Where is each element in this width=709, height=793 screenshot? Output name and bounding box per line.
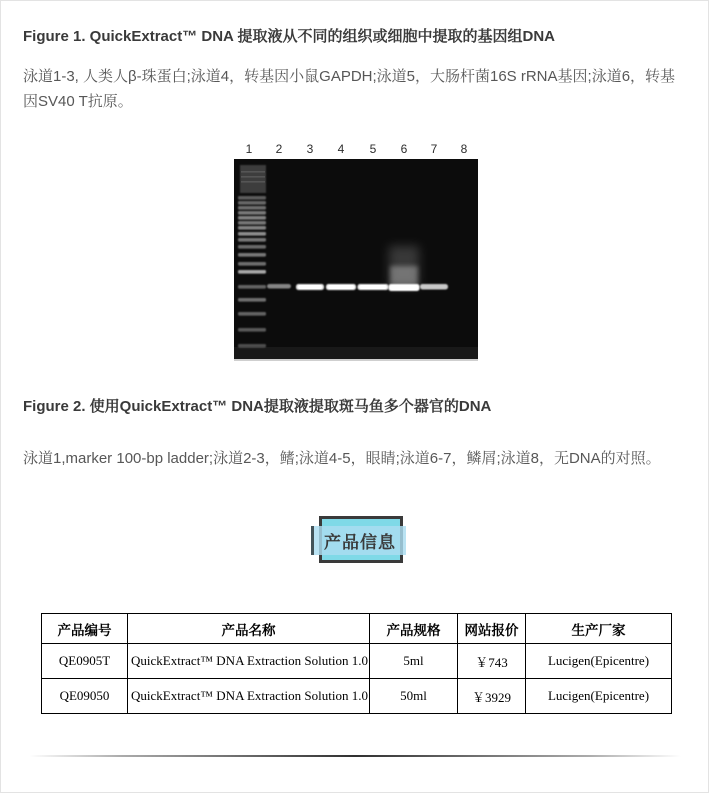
gel-lane-labels [234, 142, 478, 157]
gel-lane-number: 7 [430, 142, 438, 156]
figure1-gel-image [234, 159, 478, 361]
table-row [42, 644, 672, 679]
gel-lane-number: 8 [460, 142, 468, 156]
table-cell: QE09050 [42, 679, 128, 714]
gel-lane-number: 1 [245, 142, 253, 156]
table-row [42, 679, 672, 714]
gel-lane-number: 2 [275, 142, 283, 156]
gel-lane-number: 3 [306, 142, 314, 156]
product-table-container [41, 613, 671, 714]
table-cell: 5ml [370, 644, 458, 679]
product-table [41, 613, 672, 714]
table-header-cell: 生产厂家 [526, 614, 672, 644]
product-info-button-face [311, 526, 406, 555]
table-cell: Lucigen(Epicentre) [526, 644, 672, 679]
table-cell: ￥3929 [458, 679, 526, 714]
product-info-button-label: 产品信息 [324, 533, 396, 552]
figure1-title: Figure 1. QuickExtract™ DNA 提取液从不同的组织或细胞中提取的基因组DNA [23, 28, 555, 45]
table-header-cell: 产品规格 [370, 614, 458, 644]
figure2-caption: 泳道1,marker 100-bp ladder;泳道2-3，鳍;泳道4-5，眼睛;泳道6-7，鳞屑;泳道8，无DNA的对照。 [23, 450, 661, 467]
gel-lane-number: 5 [369, 142, 377, 156]
figure2-title: Figure 2. 使用QuickExtract™ DNA提取液提取斑马鱼多个器官的DNA [23, 398, 492, 415]
table-cell: 50ml [370, 679, 458, 714]
table-header-cell: 产品编号 [42, 614, 128, 644]
figure1-caption: 泳道1-3, 人类人β-珠蛋白;泳道4，转基因小鼠GAPDH;泳道5，大肠杆菌16S rRNA基因;泳道6，转基因SV40 T抗原。 [23, 68, 676, 110]
table-header-row [42, 614, 672, 644]
table-cell: Lucigen(Epicentre) [526, 679, 672, 714]
gel-lane-number: 6 [400, 142, 408, 156]
table-cell: QuickExtract™ DNA Extraction Solution 1.0 [128, 679, 370, 714]
bottom-divider [29, 755, 681, 757]
gel-lane-number: 4 [337, 142, 345, 156]
gel-electrophoresis-graphic [234, 159, 478, 359]
table-cell: ￥743 [458, 644, 526, 679]
table-cell: QE0905T [42, 644, 128, 679]
table-cell: QuickExtract™ DNA Extraction Solution 1.0 [128, 644, 370, 679]
table-header-cell: 产品名称 [128, 614, 370, 644]
product-info-button[interactable] [311, 516, 406, 563]
table-header-cell: 网站报价 [458, 614, 526, 644]
